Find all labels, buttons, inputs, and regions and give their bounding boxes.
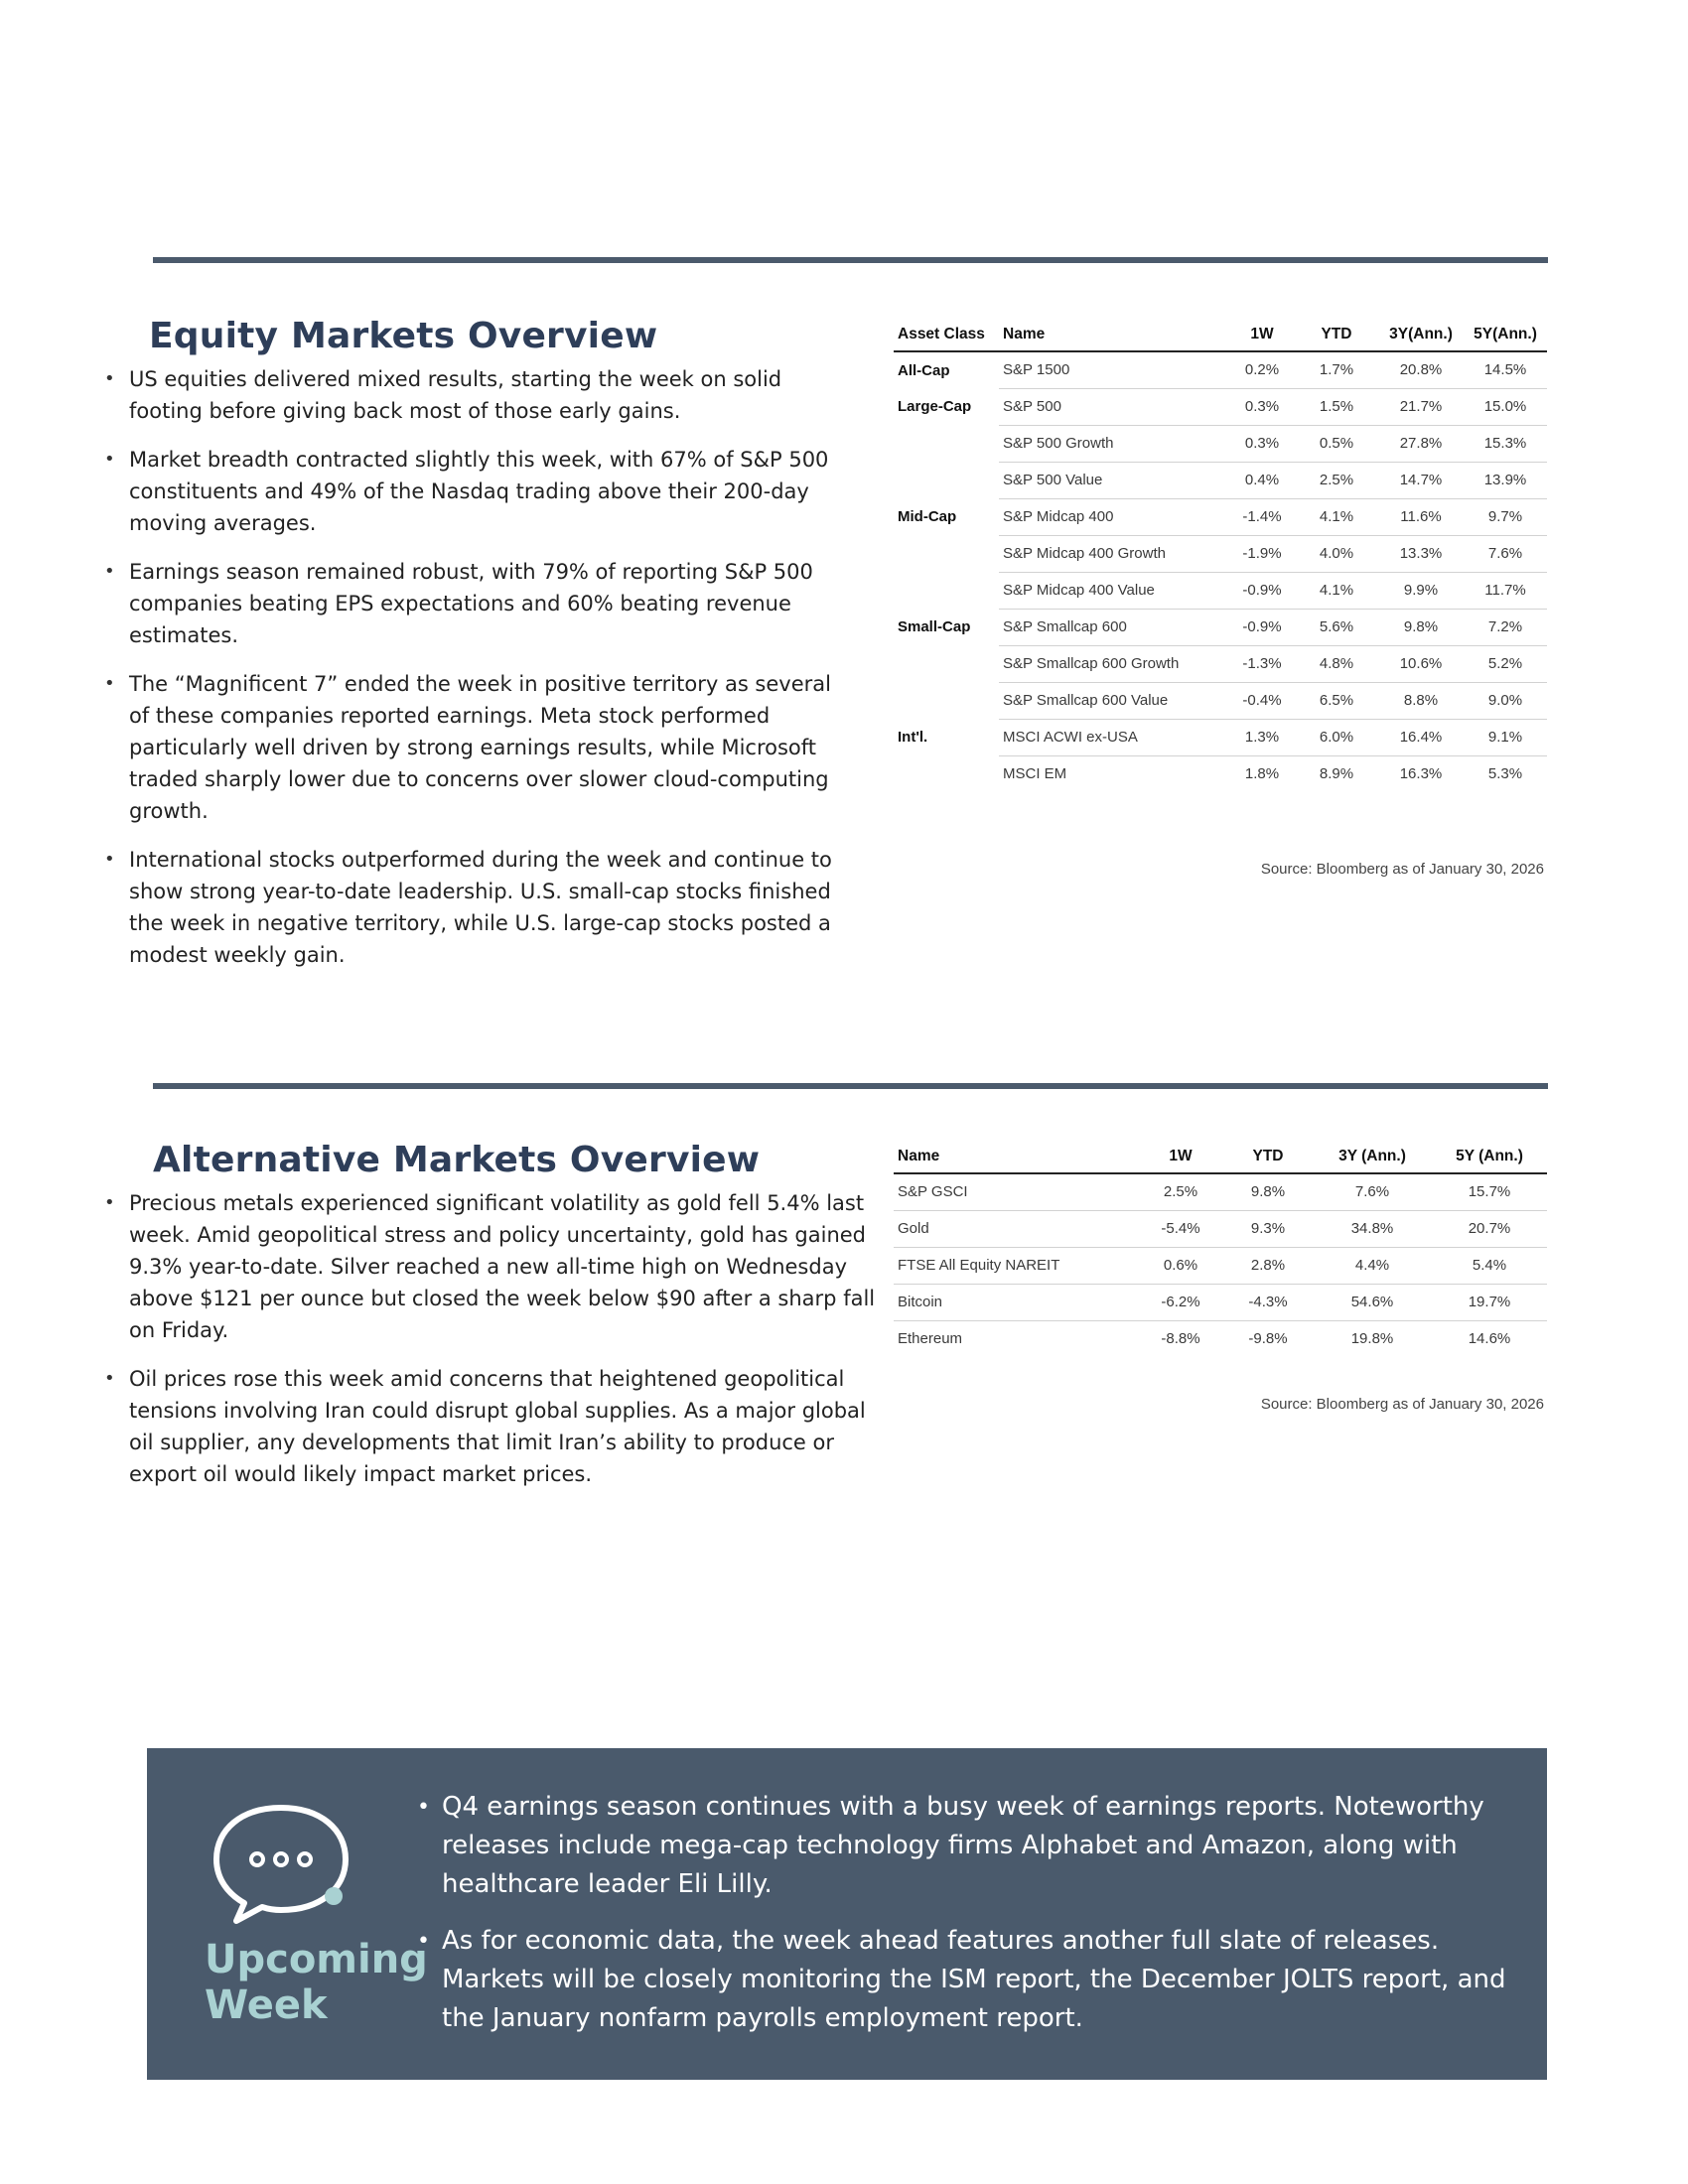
table-row <box>894 719 1547 755</box>
equity-bullet: • Market breadth contracted slightly this week, with 67% of S&P 500 constituents and 49% of the Nasdaq trading above their 200-day moving averages. <box>104 444 849 539</box>
value-cell: 7.6% <box>1313 1173 1432 1210</box>
asset-class-cell: Large-Cap <box>898 398 972 415</box>
value-cell: 0.4% <box>1229 462 1295 498</box>
name-cell: S&P Smallcap 600 <box>999 609 1229 645</box>
chat-bubble-icon <box>207 1798 355 1927</box>
table-row <box>894 1247 1547 1284</box>
value-cell: 19.7% <box>1432 1284 1547 1320</box>
table-row <box>894 1320 1547 1357</box>
value-cell: 5.6% <box>1295 609 1378 645</box>
value-cell: 15.0% <box>1464 388 1547 425</box>
value-cell: 13.3% <box>1378 535 1464 572</box>
value-cell: 2.5% <box>1138 1173 1223 1210</box>
value-cell: 21.7% <box>1378 388 1464 425</box>
value-cell: 19.8% <box>1350 1330 1394 1348</box>
value-cell: 6.5% <box>1295 682 1378 719</box>
alternative-returns-table <box>894 1140 1547 1357</box>
value-cell: 5.2% <box>1464 645 1547 682</box>
value-cell: 14.7% <box>1378 462 1464 498</box>
value-cell: 14.6% <box>1468 1330 1511 1348</box>
column-header: YTD <box>1223 1140 1313 1173</box>
column-header: 1W <box>1229 318 1295 351</box>
value-cell: 5.3% <box>1487 765 1523 783</box>
value-cell: -0.9% <box>1229 572 1295 609</box>
column-header: 5Y(Ann.) <box>1464 318 1547 351</box>
column-header: 1W <box>1138 1140 1223 1173</box>
name-cell: MSCI ACWI ex-USA <box>999 719 1229 755</box>
value-cell: 1.3% <box>1229 719 1295 755</box>
value-cell: -6.2% <box>1138 1284 1223 1320</box>
asset-class-cell <box>894 572 999 609</box>
table-row <box>894 755 1547 792</box>
value-cell: 7.2% <box>1464 609 1547 645</box>
value-cell: 15.7% <box>1432 1173 1547 1210</box>
value-cell: 9.3% <box>1223 1210 1313 1247</box>
value-cell: 11.6% <box>1378 498 1464 535</box>
asset-class-cell <box>894 755 999 792</box>
table-row <box>894 609 1547 645</box>
equity-section-title: Equity Markets Overview <box>149 316 658 356</box>
table-row <box>894 1173 1547 1210</box>
table-row <box>894 572 1547 609</box>
column-header: Name <box>999 318 1229 351</box>
table-row <box>894 388 1547 425</box>
name-cell: S&P 1500 <box>999 351 1229 388</box>
value-cell: 8.8% <box>1378 682 1464 719</box>
column-header: YTD <box>1295 318 1378 351</box>
name-cell: S&P GSCI <box>894 1173 1138 1210</box>
value-cell: -1.3% <box>1229 645 1295 682</box>
name-cell: S&P Smallcap 600 Value <box>999 682 1229 719</box>
column-header: 5Y (Ann.) <box>1432 1140 1547 1173</box>
asset-class-cell <box>894 645 999 682</box>
value-cell: 16.3% <box>1399 765 1443 783</box>
table-row <box>894 645 1547 682</box>
asset-class-cell: Small-Cap <box>898 618 971 635</box>
value-cell: 9.8% <box>1378 609 1464 645</box>
value-cell: 9.1% <box>1464 719 1547 755</box>
value-cell: 9.7% <box>1464 498 1547 535</box>
table-row <box>894 498 1547 535</box>
value-cell: 0.3% <box>1229 388 1295 425</box>
value-cell: 9.9% <box>1378 572 1464 609</box>
equity-bullet: • US equities delivered mixed results, starting the week on solid footing before giving back most of those early gains. <box>104 363 849 427</box>
upcoming-bullet: • As for economic data, the week ahead features another full slate of releases. Markets will be closely monitoring the ISM report, the December JOLTS report, and the January nonfarm payrolls employment report. <box>417 1922 1529 2038</box>
name-cell: MSCI EM <box>1003 765 1067 783</box>
column-header: Name <box>894 1140 1138 1173</box>
value-cell: -5.4% <box>1138 1210 1223 1247</box>
name-cell: S&P Midcap 400 Growth <box>999 535 1229 572</box>
value-cell: -4.3% <box>1223 1284 1313 1320</box>
table-header-row <box>894 318 1547 351</box>
value-cell: 1.8% <box>1244 765 1280 783</box>
value-cell: 8.9% <box>1319 765 1354 783</box>
equity-bullet: • The “Magnificent 7” ended the week in positive territory as several of these companies reported earnings. Meta stock performed particularly well driven by strong earnings results, while Microsoft traded sharply lower due to concerns over slower cloud-computing growth. <box>104 668 849 827</box>
value-cell: 1.5% <box>1295 388 1378 425</box>
section-divider-alternative <box>153 1083 1548 1089</box>
asset-class-cell <box>894 462 999 498</box>
name-cell: S&P Midcap 400 <box>999 498 1229 535</box>
upcoming-label-line: Week <box>205 1982 328 2028</box>
value-cell: 4.1% <box>1295 498 1378 535</box>
name-cell: S&P 500 Value <box>999 462 1229 498</box>
value-cell: 7.6% <box>1464 535 1547 572</box>
asset-class-cell <box>894 425 999 462</box>
name-cell: S&P Smallcap 600 Growth <box>999 645 1229 682</box>
value-cell: 0.3% <box>1229 425 1295 462</box>
equity-source-note: Source: Bloomberg as of January 30, 2026 <box>1260 861 1544 878</box>
alternative-bullet: • Precious metals experienced significant volatility as gold fell 5.4% last week. Amid geopolitical stress and policy uncertainty, gold has gained 9.3% year-to-date. Silver reached a new all-time high on Wednesday above $121 per ounce but closed the week below $90 after a sharp fall on Friday. <box>104 1187 879 1346</box>
value-cell: 9.0% <box>1464 682 1547 719</box>
equity-bullet-list <box>104 363 849 988</box>
alternative-section-title: Alternative Markets Overview <box>153 1140 761 1180</box>
upcoming-week-label <box>205 1937 428 2028</box>
value-cell: 20.8% <box>1378 351 1464 388</box>
column-header: 3Y(Ann.) <box>1378 318 1464 351</box>
value-cell: 6.0% <box>1295 719 1378 755</box>
value-cell: 11.7% <box>1464 572 1547 609</box>
value-cell: -1.4% <box>1229 498 1295 535</box>
upcoming-bullet-list <box>417 1788 1529 2056</box>
table-row <box>894 1284 1547 1320</box>
name-cell: Ethereum <box>898 1330 963 1348</box>
table-row <box>894 1210 1547 1247</box>
value-cell: -9.8% <box>1248 1330 1288 1348</box>
value-cell: 15.3% <box>1464 425 1547 462</box>
column-header: 3Y (Ann.) <box>1313 1140 1432 1173</box>
value-cell: 14.5% <box>1464 351 1547 388</box>
table-row <box>894 425 1547 462</box>
value-cell: 20.7% <box>1432 1210 1547 1247</box>
table-header-row <box>894 1140 1547 1173</box>
value-cell: 13.9% <box>1464 462 1547 498</box>
value-cell: -1.9% <box>1229 535 1295 572</box>
value-cell: 2.5% <box>1295 462 1378 498</box>
asset-class-cell <box>894 535 999 572</box>
value-cell: -8.8% <box>1161 1330 1200 1348</box>
table-row <box>894 351 1547 388</box>
table-row <box>894 462 1547 498</box>
value-cell: 34.8% <box>1313 1210 1432 1247</box>
value-cell: 4.1% <box>1295 572 1378 609</box>
equity-returns-table <box>894 318 1547 792</box>
value-cell: 9.8% <box>1223 1173 1313 1210</box>
section-divider-equity <box>153 257 1548 263</box>
value-cell: 54.6% <box>1313 1284 1432 1320</box>
value-cell: 0.5% <box>1295 425 1378 462</box>
value-cell: 4.0% <box>1295 535 1378 572</box>
asset-class-cell <box>894 682 999 719</box>
equity-bullet: • Earnings season remained robust, with 79% of reporting S&P 500 companies beating EPS expectations and 60% beating revenue estimates. <box>104 556 849 651</box>
equity-bullet: • International stocks outperformed during the week and continue to show strong year-to-date leadership. U.S. small-cap stocks finished the week in negative territory, while U.S. large-cap stocks posted a modest weekly gain. <box>104 844 849 971</box>
value-cell: -0.9% <box>1229 609 1295 645</box>
name-cell: Gold <box>894 1210 1138 1247</box>
upcoming-week-panel <box>147 1748 1547 2080</box>
value-cell: 16.4% <box>1378 719 1464 755</box>
value-cell: 4.4% <box>1313 1247 1432 1284</box>
name-cell: Bitcoin <box>894 1284 1138 1320</box>
value-cell: 4.8% <box>1295 645 1378 682</box>
alternative-source-note: Source: Bloomberg as of January 30, 2026 <box>1260 1396 1544 1413</box>
column-header: Asset Class <box>894 318 999 351</box>
name-cell: FTSE All Equity NAREIT <box>894 1247 1138 1284</box>
table-row <box>894 535 1547 572</box>
value-cell: 2.8% <box>1223 1247 1313 1284</box>
alternative-bullet: • Oil prices rose this week amid concerns that heightened geopolitical tensions involving Iran could disrupt global supplies. As a major global oil supplier, any developments that limit Iran’s ability to produce or export oil would likely impact market prices. <box>104 1363 879 1490</box>
name-cell: S&P 500 Growth <box>999 425 1229 462</box>
table-row <box>894 682 1547 719</box>
asset-class-cell: Mid-Cap <box>898 508 957 525</box>
alternative-bullet-list <box>104 1187 879 1507</box>
value-cell: 27.8% <box>1378 425 1464 462</box>
upcoming-bullet: • Q4 earnings season continues with a busy week of earnings reports. Noteworthy releases include mega-cap technology firms Alphabet and Amazon, along with healthcare leader Eli Lilly. <box>417 1788 1529 1904</box>
value-cell: 0.6% <box>1138 1247 1223 1284</box>
value-cell: 1.7% <box>1295 351 1378 388</box>
value-cell: 5.4% <box>1432 1247 1547 1284</box>
value-cell: -0.4% <box>1229 682 1295 719</box>
upcoming-label-line: Upcoming <box>205 1937 428 1982</box>
name-cell: S&P 500 <box>999 388 1229 425</box>
value-cell: 10.6% <box>1378 645 1464 682</box>
asset-class-cell: All-Cap <box>898 361 950 379</box>
asset-class-cell: Int'l. <box>898 729 928 746</box>
name-cell: S&P Midcap 400 Value <box>999 572 1229 609</box>
value-cell: 0.2% <box>1229 351 1295 388</box>
